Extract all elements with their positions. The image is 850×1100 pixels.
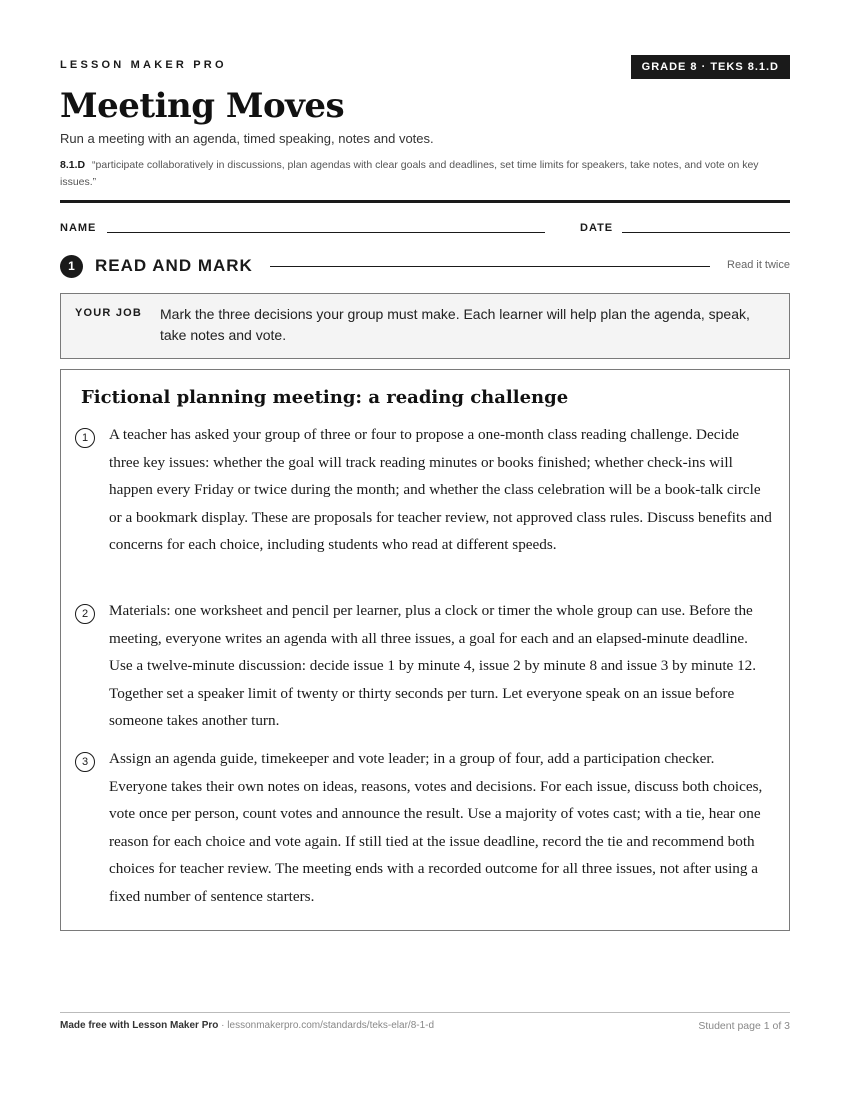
paragraph-text: Assign an agenda guide, timekeeper and vote leader; in a group of four, add a participation checker. Everyone takes their own notes on ideas, reasons, votes and decisions. For each issue, discuss both choices, vote once per person, count votes and announce the result. Use a majority of votes cast; with a tie, hear one reason for each choice and vote again. If still tied at the issue deadline, record the tie and recommend both choices for teacher review. The meeting ends with a recorded outcome for all three issues, not after using a fixed number of sentence starters. <box>109 750 763 905</box>
footer-separator: · <box>218 1020 228 1031</box>
footer-credit <box>60 1020 434 1031</box>
date-field[interactable] <box>622 232 790 233</box>
name-label: NAME <box>60 222 97 234</box>
worksheet-page <box>60 0 790 1100</box>
page-subtitle: Run a meeting with an agenda, timed speaking, notes and votes. <box>60 131 434 146</box>
page-title: Meeting Moves <box>60 86 345 126</box>
job-label: YOUR JOB <box>75 307 143 319</box>
section-title: READ AND MARK <box>95 256 253 275</box>
footer-url[interactable]: lessonmakerpro.com/standards/teks-elar/8-1-d <box>227 1020 435 1031</box>
paragraph-text: Materials: one worksheet and pencil per learner, plus a clock or timer the whole group can use. Before the meeting, everyone writes an agenda with all three issues, a goal for each and an elapsed-minute deadline. Use a twelve-minute discussion: decide issue 1 by minute 4, issue 2 by minute 8 and issue 3 by minute 12. Together set a speaker limit of twenty or thirty seconds per turn. Let everyone speak on an issue before someone takes another turn. <box>109 602 757 730</box>
section-header <box>60 254 790 278</box>
header-divider <box>60 200 790 203</box>
paragraph-number-badge: 3 <box>75 752 95 772</box>
paragraph-text: A teacher has asked your group of three or four to propose a one-month class reading challenge. Decide three key issues: whether the goal will track reading minutes or books finished; whether check-ins will happen every Friday or twice during the month; and whether the class celebration will be a book-talk circle or a bookmark display. These are proposals for teacher review, not approved class rules. Discuss benefits and concerns for each choice, including students who read at different speeds. <box>109 426 772 554</box>
section-divider <box>270 266 710 267</box>
footer-divider <box>60 1012 790 1013</box>
footer-made-with: Made free with Lesson Maker Pro <box>60 1020 219 1031</box>
brand-name: LESSON MAKER PRO <box>60 59 227 71</box>
your-job-box <box>60 293 790 359</box>
standard-code: 8.1.D <box>60 159 86 171</box>
name-date-row <box>60 222 790 236</box>
reading-title: Fictional planning meeting: a reading challenge <box>81 387 569 408</box>
paragraph-number-badge: 1 <box>75 428 95 448</box>
grade-badge: GRADE 8 · TEKS 8.1.D <box>631 55 790 79</box>
name-field[interactable] <box>107 232 545 233</box>
date-label: DATE <box>580 222 614 234</box>
paragraph-number-badge: 2 <box>75 604 95 624</box>
header-bar <box>60 55 790 79</box>
reading-passage-box <box>60 369 790 931</box>
job-instructions: Mark the three decisions your group must make. Each learner will help plan the agenda, speak, take notes and vote. <box>160 306 750 343</box>
footer-page-number: Student page 1 of 3 <box>698 1020 790 1032</box>
standard-statement <box>60 157 790 191</box>
section-hint: Read it twice <box>727 259 790 271</box>
section-number-badge: 1 <box>60 255 83 278</box>
standard-text: “participate collaboratively in discussions, plan agendas with clear goals and deadlines, set time limits for speakers, take notes, and vote on key issues.” <box>60 159 759 188</box>
